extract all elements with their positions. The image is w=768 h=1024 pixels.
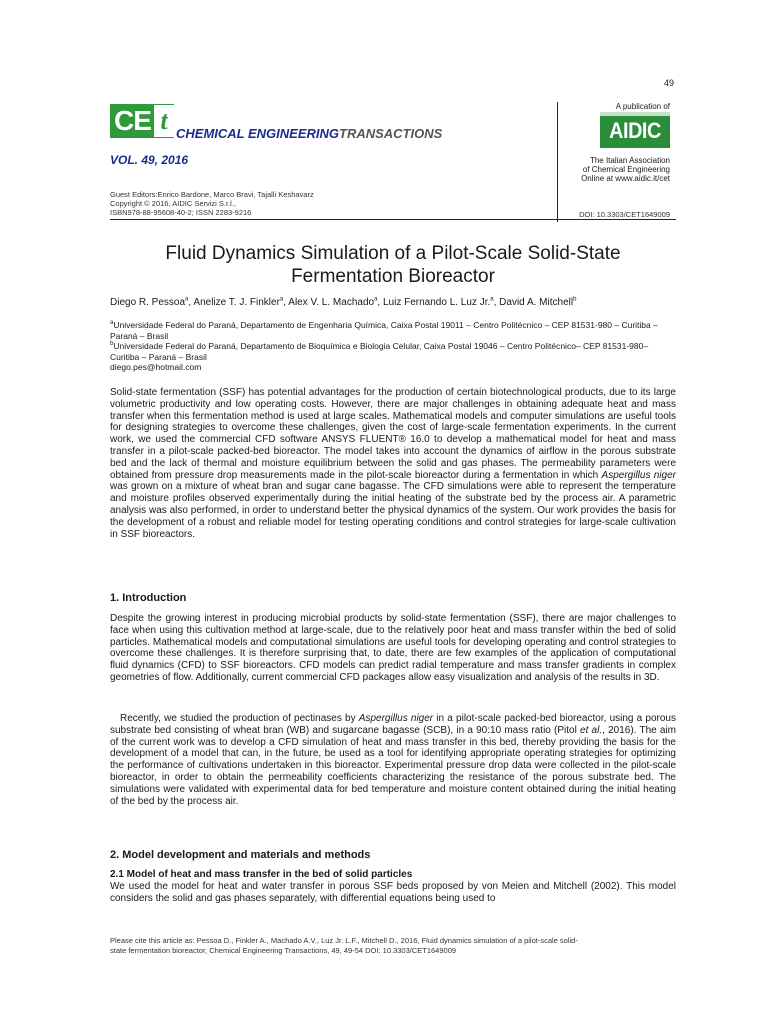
volume-label: VOL. 49, 2016	[110, 153, 189, 167]
introduction-paragraph-2: Recently, we studied the production of pectinases by Aspergillus niger in a pilot-scale packed-bed bioreactor, using a porous substrate bed consisting of wheat bran (WB) and sugarcane bagasse (SCB), in a 90:10 mass ratio (Pitol et al., 2016). The aim of the current work was to develop a CFD simulation of heat and mass transfer in this bed, thereby providing the basis for the development of a model that can, in the future, be used as a tool for identifying appropriate operating strategies for optimizing the performance of cultivations undertaken in this bioreactor. Experimental pressure drop data were collected in the pilot-scale bioreactor, in order to obtain the permeability coefficients characterizing the resistance of the porous substrate bed. The simulations were validated with experimental data for bed temperature and moisture content obtained during the initial heating of the bed by the process air.	[110, 713, 676, 807]
cet-logo: CE t	[110, 104, 174, 138]
aidic-logo: AIDIC	[600, 112, 670, 148]
header-divider	[110, 219, 676, 220]
journal-name: CHEMICAL ENGINEERINGTRANSACTIONS	[176, 126, 443, 141]
citation-footer: Please cite this article as: Pessoa D., Finkler A., Machado A.V., Luz Jr. L.F., Mitchell D., 2016, Fluid dynamics simulation of a pilot-scale solid- state fermentation bioreactor, Chemical Engineering Transactions, 49, 49-54 DOI: 10.3303/CET1649009	[110, 936, 578, 955]
section-heading-introduction: 1. Introduction	[110, 592, 187, 604]
subsection-heading-model: 2.1 Model of heat and mass transfer in the bed of solid particles	[110, 869, 413, 880]
doi-label: DOI: 10.3303/CET1649009	[579, 210, 670, 219]
aidic-info: The Italian Association of Chemical Engineering Online at www.aidic.it/cet	[581, 156, 670, 183]
page-number: 49	[663, 78, 674, 88]
affiliation-a: $^a$Universidade Federal do Paraná, Departamento de Engenharia Química, Caixa Postal 19011 – Centro Politécnico – CEP 81531-980 – Curitiba – Paraná – Brasil	[110, 320, 658, 341]
abstract: Solid-state fermentation (SSF) has potential advantages for the production of certain biotechnological products, due to its large volumetric productivity and low operating costs. However, there are major challenges in obtaining adequate heat and mass transfer when this fermentation method is used at large scales. Mathematical models and computer simulations are useful tools for designing strategies to overcome these challenges, given the cost of large-scale fermentation experiments. In the current work, we used the commercial CFD software ANSYS FLUENT® 16.0 to develop a mathematical model for heat and mass transfer in a pilot-scale packed-bed bioreactor. The model takes into account the dynamics of airflow in the porous substrate bed and the lack of thermal and moisture equilibrium between the solid and gas phases. The permeability parameters were obtained from pressure drop measurements made in the pilot-scale bioreactor during a fermentation in which Aspergillus niger was grown on a mixture of wheat bran and sugar cane bagasse. The CFD simulations were able to represent the temperature and moisture profiles observed experimentally during the initial heating of the substrate bed by the process air. A parametric analysis was also performed, in order to understand better the physical dynamics of the system. Our work provides the basis for the development of a robust and reliable model for testing operating conditions and control strategies for large-scale cultivation in SSF bioreactors.	[110, 387, 676, 540]
author-list: Diego R. Pessoa$^a$, Anelize T. J. Finkler$^a$, Alex V. L. Machado$^a$, Luiz Fernando L. Luz Jr.$^a$, David A. Mitchell$^b$	[110, 296, 577, 308]
introduction-paragraph-1: Despite the growing interest in producing microbial products by solid-state fermentation (SSF), there are major challenges to face when using this cultivation method at large-scale, due to the relatively poor heat and mass transfer within the bed of solid particles. Mathematical models and computational simulations are useful tools for developing operating and control strategies to overcome these challenges. It is therefore surprising that, to date, there are few examples of the application of computational fluid dynamics (CFD) to SSF bioreactors. CFD models can predict radial temperature and mass transfer gradients in complex geometries of flow. Additionally, current commercial CFD packages allow easy visualization and analysis of the results in 3D.	[110, 613, 676, 683]
affiliation-b: $^b$Universidade Federal do Paraná, Departamento de Bioquímica e Biologia Celular, Caixa Postal 19046 – Centro Politécnico– CEP 81531-980– Curitiba – Paraná – Brasil	[110, 341, 649, 362]
model-paragraph: We used the model for heat and water transfer in porous SSF beds proposed by von Meien and Mitchell (2002). This model considers the solid and gas phases separately, with differential equations being used to	[110, 881, 676, 904]
affiliations	[110, 320, 676, 373]
header-vertical-divider	[557, 102, 558, 222]
paper-title: Fluid Dynamics Simulation of a Pilot-Scale Solid-State Fermentation Bioreactor	[165, 243, 621, 287]
publication-of-label: A publication of	[615, 102, 670, 111]
editors-info: Guest Editors:Enrico Bardone, Marco Bravi, Tajalli Keshavarz Copyright © 2016, AIDIC Servizi S.r.l., ISBN978-88-95608-40-2; ISSN 2283-9216	[110, 190, 314, 217]
author-email: diego.pes@hotmail.com	[110, 362, 202, 372]
section-heading-methods: 2. Model development and materials and methods	[110, 849, 371, 861]
